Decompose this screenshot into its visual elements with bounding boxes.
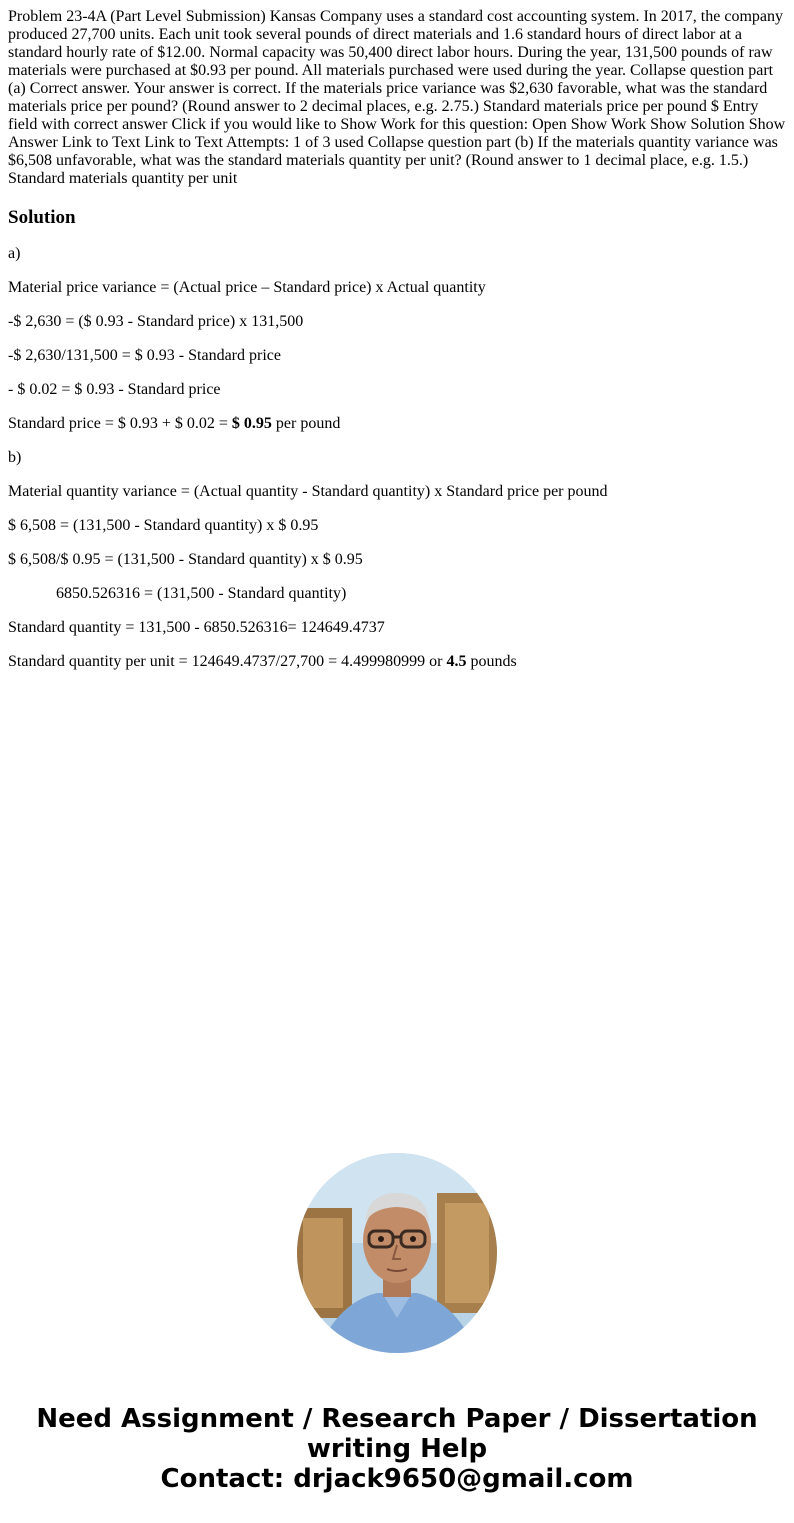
part-b-answer: 4.5 [446, 653, 467, 670]
part-a-label: a) [8, 245, 21, 262]
banner-contact-email: Contact: drjack9650@gmail.com [160, 1464, 634, 1494]
problem-statement: Problem 23-4A (Part Level Submission) Kansas Company uses a standard cost accounting system. In 2017, the company produced 27,700 units. Each unit took several pounds of direct materials and 1.6 standard hours of direct labor at a standard hourly rate of $12.00. Normal capacity was 50,400 direct labor hours. During the year, 131,500 pounds of raw materials were purchased at $0.93 per pound. All materials purchased were used during the year. Collapse question part (a) Correct answer. Your answer is correct. If the materials price variance was $2,630 favorable, what was the standard materials price per pound? (Round answer to 2 decimal places, e.g. 2.75.) Standard materials price per pound $ Entry field with correct answer Click if you would like to Show Work for this question: Open Show Work Show Solution Show Answer Link to Text Link to Text Attempts: 1 of 3 used Collapse question part (b) If the materials quantity variance was $6,508 unfavorable, what was the standard materials quantity per unit? (Round answer to 1 decimal place, e.g. 1.5.) Standard materials quantity per unit [8, 8, 786, 187]
part-a-step-1: -$ 2,630 = ($ 0.93 - Standard price) x 131,500 [8, 313, 304, 330]
part-a-result [8, 415, 786, 433]
solution-heading: Solution [8, 207, 76, 228]
part-b-step-3: 6850.526316 = (131,500 - Standard quantity) [56, 585, 347, 602]
part-b-label: b) [8, 449, 22, 466]
banner-line-1: Need Assignment / Research Paper / Dissertation [36, 1404, 758, 1434]
author-portrait-icon [297, 1153, 497, 1353]
part-a-answer: $ 0.95 [231, 415, 272, 432]
part-b-step-2: $ 6,508/$ 0.95 = (131,500 - Standard quantity) x $ 0.95 [8, 551, 363, 568]
banner-line-2: writing Help [306, 1434, 488, 1464]
part-b-formula: Material quantity variance = (Actual quantity - Standard quantity) x Standard price per pound [8, 483, 608, 500]
contact-banner [0, 1404, 794, 1494]
part-b-step-4: Standard quantity = 131,500 - 6850.526316= 124649.4737 [8, 619, 385, 636]
part-a-step-3: - $ 0.02 = $ 0.93 - Standard price [8, 381, 221, 398]
author-avatar [297, 1153, 497, 1353]
part-b-result [8, 653, 786, 671]
document-body [8, 8, 786, 671]
part-a-result-prefix: Standard price = $ 0.93 + $ 0.02 = [8, 415, 232, 432]
part-b-step-1: $ 6,508 = (131,500 - Standard quantity) x $ 0.95 [8, 517, 319, 534]
part-a-formula: Material price variance = (Actual price – Standard price) x Actual quantity [8, 279, 486, 296]
part-b-result-suffix: pounds [466, 653, 517, 670]
part-a-step-2: -$ 2,630/131,500 = $ 0.93 - Standard price [8, 347, 281, 364]
part-b-result-prefix: Standard quantity per unit = 124649.4737/27,700 = 4.499980999 or [8, 653, 447, 670]
part-a-result-suffix: per pound [271, 415, 341, 432]
